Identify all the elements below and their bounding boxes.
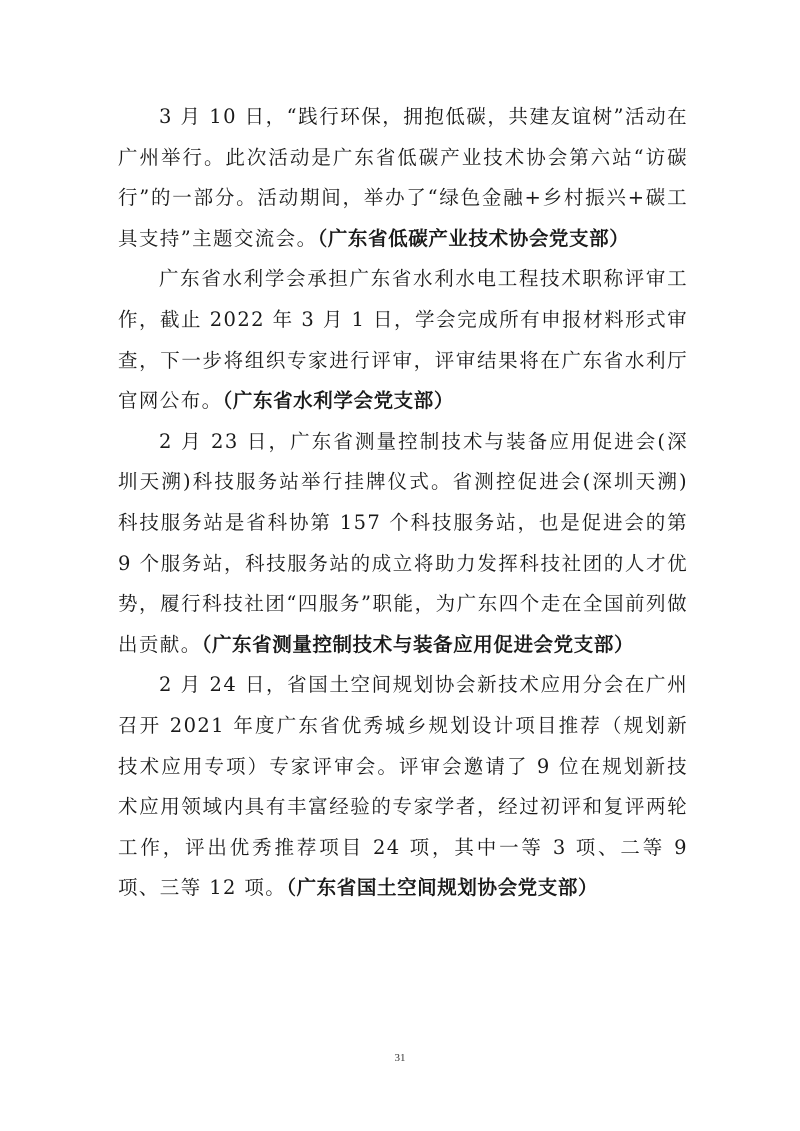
paragraph-text: 2 月 24 日，省国土空间规划协会新技术应用分会在广州召开 2021 年度广东省优秀城乡规划设计项目推荐（规划新技术应用专项）专家评审会。评审会邀请了 9 位在规划新技术应用领域内具有丰富经验的专家学者，经过初评和复评两轮工作，评出优秀推荐项目 24 项，其中一等 3 项、二等 9 项、三等 12 项。 [118, 673, 688, 900]
news-paragraph-surveying-control-association [118, 422, 688, 666]
paragraph-text: 广东省水利学会承担广东省水利水电工程技术职称评审工作，截止 2022 年 3 月 1 日，学会完成所有申报材料形式审查，下一步将组织专家进行评审，评审结果将在广东省水利厅官网公布。 [118, 267, 688, 413]
page-number: 31 [394, 1052, 406, 1064]
source-organization: （广东省低碳产业技术协会党支部） [317, 226, 630, 250]
page-body [118, 97, 688, 909]
news-paragraph-spatial-planning-association [118, 665, 688, 909]
news-paragraph-water-resources-society [118, 259, 688, 421]
source-organization: （广东省测量控制技术与装备应用促进会党支部） [201, 632, 635, 656]
paragraph-text: 2 月 23 日，广东省测量控制技术与装备应用促进会(深圳天溯)科技服务站举行挂牌仪式。省测控促进会(深圳天溯)科技服务站是省科协第 157 个科技服务站，也是促进会的第 9 个服务站，科技服务站的成立将助力发挥科技社团的人才优势，履行科技社团“四服务”职能，为广东四个走在全国前列做出贡献。 [118, 429, 688, 656]
source-organization: （广东省国土空间规划协会党支部） [286, 876, 599, 900]
news-paragraph-low-carbon-association [118, 97, 688, 259]
paragraph-text: 3 月 10 日，“践行环保，拥抱低碳，共建友谊树”活动在广州举行。此次活动是广东省低碳产业技术协会第六站“访碳行”的一部分。活动期间，举办了“绿色金融+乡村振兴+碳工具支持”主题交流会。 [118, 105, 688, 250]
source-organization: （广东省水利学会党支部） [222, 389, 454, 413]
